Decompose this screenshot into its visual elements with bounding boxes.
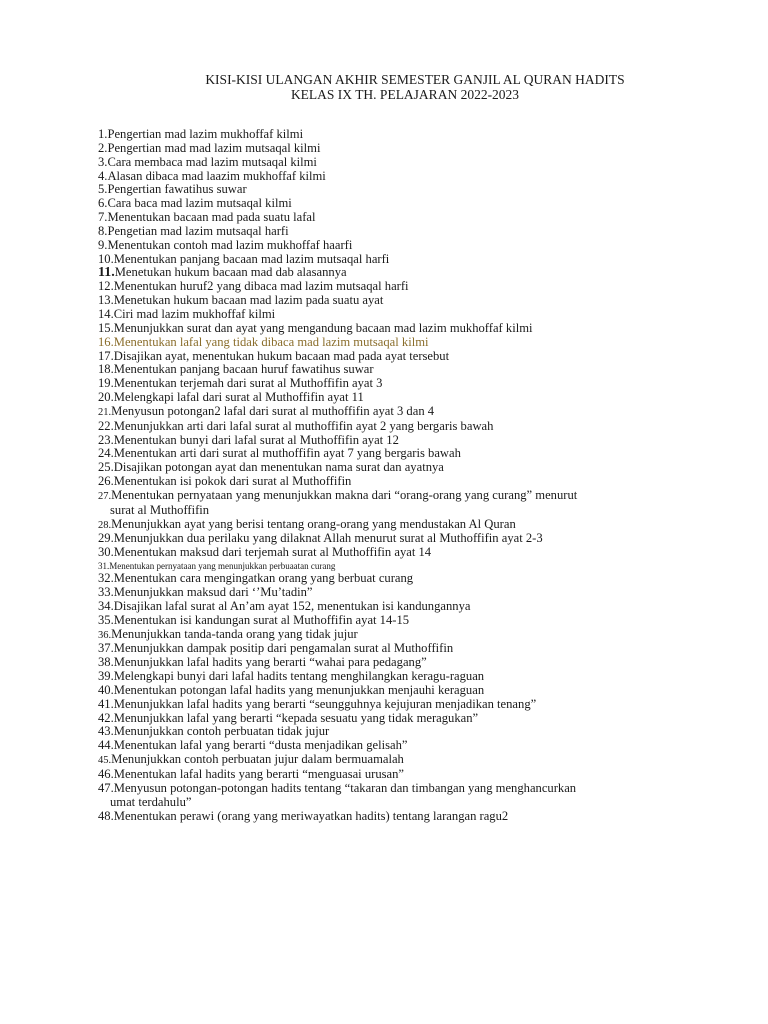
document-header [0,72,768,102]
list-item-7: 7.Menentukan bacaan mad pada suatu lafal [98,210,316,225]
list-item-40: 40.Menentukan potongan lafal hadits yang menunjukkan menjauhi keraguan [98,682,485,697]
list-item-31: 31.Menentukan pernyataan yang menunjukkan perbuaatan curang [98,561,336,572]
list-item-27: 27.Menentukan pernyataan yang menunjukkan makna dari “orang-orang yang curang” menurut surat al Muthoffifin [98,487,578,517]
list-item-48: 48.Menentukan perawi (orang yang meriwayatkan hadits) tentang larangan ragu2 [98,808,509,823]
list-item-43: 43.Menunjukkan contoh perbuatan tidak jujur [98,724,330,739]
list-item-17: 17.Disajikan ayat, menentukan hukum bacaan mad pada ayat tersebut [98,348,450,363]
list-item-11: 11.Menetukan hukum bacaan mad dab alasannya [98,265,347,281]
list-item-16: 16.Menentukan lafal yang tidak dibaca mad lazim mutsaqal kilmi [98,334,429,349]
list-item-22: 22.Menunjukkan arti dari lafal surat al muthoffifin ayat 2 yang bergaris bawah [98,418,494,433]
list-item-35: 35.Menentukan isi kandungan surat al Muthoffifin ayat 14-15 [98,612,410,627]
list-item-33: 33.Menunjukkan maksud dari ‘’Mu’tadin” [98,585,313,599]
list-item-42: 42.Menunjukkan lafal yang berarti “kepada sesuatu yang tidak meragukan” [98,710,479,725]
list-item-45: 45.Menunjukkan contoh perbuatan jujur dalam bermuamalah [98,752,404,767]
list-item-13: 13.Menetukan hukum bacaan mad lazim pada suatu ayat [98,293,384,308]
grid-list [98,128,698,823]
list-item-32: 32.Menentukan cara mengingatkan orang yang berbuat curang [98,571,414,586]
list-item-29: 29.Menunjukkan dua perilaku yang dilaknat Allah menurut surat al Muthoffifin ayat 2-3 [98,531,543,546]
list-item-4: 4.Alasan dibaca mad laazim mukhoffaf kilmi [98,168,326,183]
list-item-23: 23.Menentukan bunyi dari lafal surat al Muthoffifin ayat 12 [98,432,399,447]
list-item-5: 5.Pengertian fawatihus suwar [98,182,247,197]
list-item-15: 15.Menunjukkan surat dan ayat yang mengandung bacaan mad lazim mukhoffaf kilmi [98,320,533,335]
list-item-20: 20.Melengkapi lafal dari surat al Muthoffifin ayat 11 [98,390,364,405]
document-title: KISI-KISI ULANGAN AKHIR SEMESTER GANJIL AL QURAN HADITS [205,72,625,87]
list-item-21: 21.Menyusun potongan2 lafal dari surat al muthoffifin ayat 3 dan 4 [98,403,435,418]
list-item-38: 38.Menunjukkan lafal hadits yang berarti “wahai para pedagang” [98,655,427,670]
list-item-2: 2.Pengertian mad mad lazim mutsaqal kilmi [98,140,321,155]
list-item-9: 9.Menentukan contoh mad lazim mukhoffaf haarfi [98,237,353,252]
list-item-1: 1.Pengertian mad lazim mukhoffaf kilmi [98,127,304,141]
list-item-34: 34.Disajikan lafal surat al An’am ayat 152, menentukan isi kandungannya [98,598,471,613]
list-item-39: 39.Melengkapi bunyi dari lafal hadits tentang menghilangkan keragu-raguan [98,669,485,684]
list-item-6: 6.Cara baca mad lazim mutsaqal kilmi [98,196,292,211]
list-item-24: 24.Menentukan arti dari surat al muthoffifin ayat 7 yang bergaris bawah [98,446,461,461]
list-item-10: 10.Menentukan panjang bacaan mad lazim mutsaqal harfi [98,251,390,266]
list-item-28: 28.Menunjukkan ayat yang berisi tentang orang-orang yang mendustakan Al Quran [98,516,516,531]
list-item-26: 26.Menentukan isi pokok dari surat al Muthoffifin [98,474,352,489]
list-item-12: 12.Menentukan huruf2 yang dibaca mad lazim mutsaqal harfi [98,279,409,294]
list-item-41: 41.Menunjukkan lafal hadits yang berarti “seungguhnya kejujuran menjadikan tenang” [98,696,537,711]
list-item-18: 18.Menentukan panjang bacaan huruf fawatihus suwar [98,362,374,377]
list-item-14: 14.Ciri mad lazim mukhoffaf kilmi [98,306,276,321]
list-item-44: 44.Menentukan lafal yang berarti “dusta menjadikan gelisah” [98,738,408,753]
list-item-8: 8.Pengetian mad lazim mutsaqal harfi [98,223,289,238]
list-item-25: 25.Disajikan potongan ayat dan menentukan nama surat dan ayatnya [98,460,444,475]
list-item-3: 3.Cara membaca mad lazim mutsaqal kilmi [98,154,317,169]
list-item-37: 37.Menunjukkan dampak positip dari pengamalan surat al Muthoffifin [98,641,454,656]
list-item-47: 47.Menyusun potongan-potongan hadits tentang “takaran dan timbangan yang menghancurkan umat terdahulu” [98,780,577,809]
list-item-30: 30.Menentukan maksud dari terjemah surat al Muthoffifin ayat 14 [98,545,432,560]
list-item-46: 46.Menentukan lafal hadits yang berarti “menguasai urusan” [98,766,404,781]
list-item-19: 19.Menentukan terjemah dari surat al Muthoffifin ayat 3 [98,376,383,391]
document-subtitle: KELAS IX TH. PELAJARAN 2022-2023 [290,87,520,102]
list-item-36: 36.Menunjukkan tanda-tanda orang yang tidak jujur [98,626,358,641]
